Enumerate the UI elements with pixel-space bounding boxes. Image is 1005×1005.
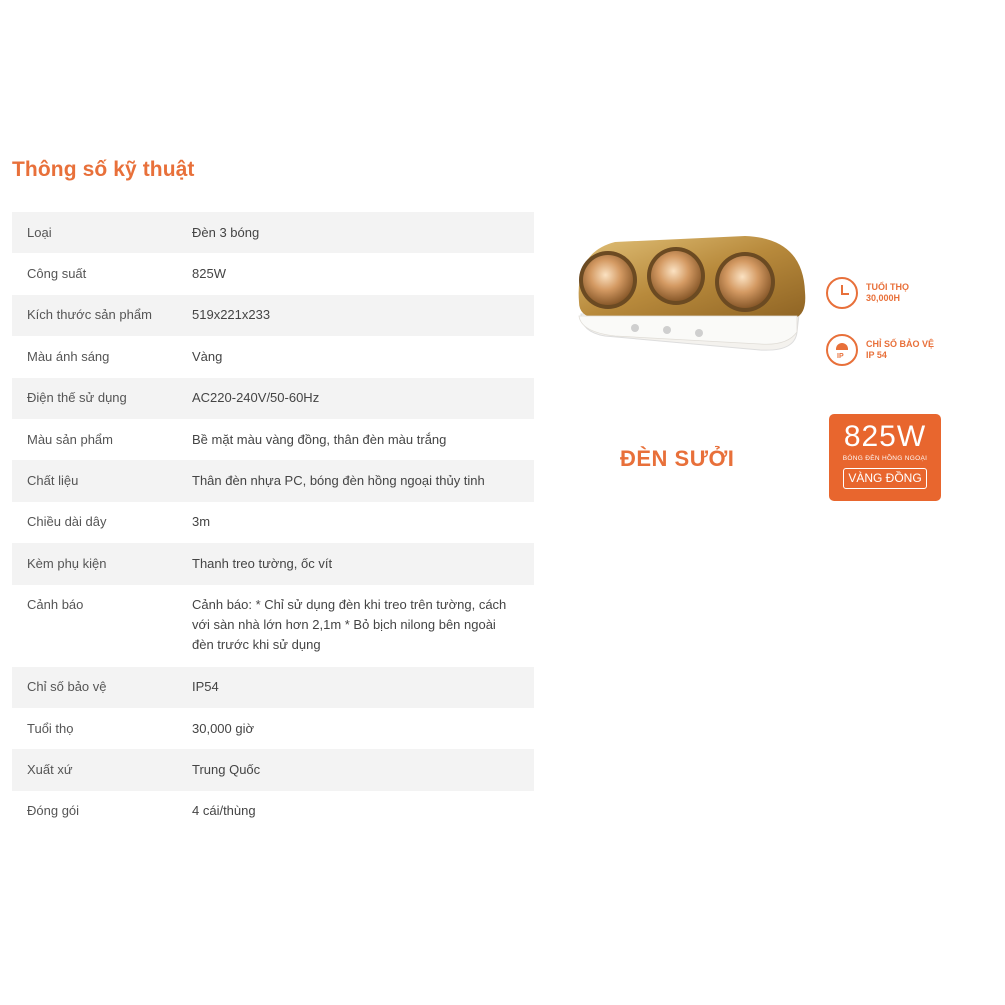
table-row	[12, 212, 534, 253]
spec-label: Màu sản phẩm	[27, 431, 113, 447]
table-row	[12, 502, 534, 543]
spec-value: Đèn 3 bóng	[192, 212, 534, 253]
power-badge	[829, 414, 941, 501]
spec-label: Tuổi thọ	[27, 720, 74, 736]
spec-label: Chỉ số bảo vệ	[12, 667, 192, 708]
table-row	[12, 708, 534, 749]
table-row	[12, 378, 534, 419]
feature-ip-title: CHỈ SỐ BẢO VỆ	[866, 339, 935, 349]
feature-lifetime-title: TUỔI THỌ	[866, 282, 909, 292]
ip-shield-icon: IP	[826, 334, 858, 366]
spec-value: IP54	[192, 667, 534, 708]
spec-table	[12, 212, 534, 832]
spec-value: Vàng	[192, 348, 223, 364]
spec-label: Điện thế sử dụng	[12, 378, 192, 419]
spec-label: Cảnh báo	[27, 596, 84, 612]
spec-value: Trung Quốc	[192, 749, 534, 790]
spec-label: Kèm phụ kiện	[12, 543, 192, 584]
table-row	[12, 543, 534, 584]
power-value: 825W	[843, 420, 927, 453]
feature-ip-value: IP 54	[866, 350, 887, 360]
feature-ip	[826, 334, 934, 366]
table-row	[12, 667, 534, 708]
spec-value: 519x221x233	[192, 295, 534, 336]
spec-value: Thanh treo tường, ốc vít	[192, 543, 534, 584]
spec-label: Kích thước sản phẩm	[12, 295, 192, 336]
spec-value: 4 cái/thùng	[192, 803, 256, 819]
spec-value: 3m	[192, 514, 211, 530]
spec-value: 30,000 giờ	[192, 720, 255, 736]
product-name: ĐÈN SƯỞI	[620, 446, 735, 471]
spec-value: Cảnh báo: * Chỉ sử dụng đèn khi treo trên tường, cách với sàn nhà lớn hơn 2,1m * Bỏ bịch nilong bên ngoài đèn trước khi sử dụng	[192, 596, 507, 652]
spec-label: Xuất xứ	[12, 749, 192, 790]
spec-label: Loại	[12, 212, 192, 253]
table-row	[12, 585, 534, 667]
spec-value: Thân đèn nhựa PC, bóng đèn hồng ngoại thủy tinh	[192, 460, 534, 501]
spec-label: Đóng gói	[27, 803, 80, 819]
spec-label: Màu ánh sáng	[27, 348, 110, 364]
spec-value: AC220-240V/50-60Hz	[192, 378, 534, 419]
clock-icon	[826, 277, 858, 309]
heater-product-image	[575, 232, 810, 372]
color-label: VÀNG ĐỒNG	[843, 468, 927, 489]
spec-label: Công suất	[27, 266, 87, 282]
table-row	[12, 791, 534, 832]
spec-value: Bề mặt màu vàng đồng, thân đèn màu trắng	[192, 431, 447, 447]
table-row	[12, 295, 534, 336]
table-row	[12, 460, 534, 501]
spec-value: 825W	[192, 266, 226, 282]
table-row	[12, 749, 534, 790]
table-row	[12, 419, 534, 460]
spec-label: Chất liệu	[12, 460, 192, 501]
power-subtitle: BÓNG ĐÈN HỒNG NGOẠI	[842, 455, 928, 462]
spec-section-title: Thông số kỹ thuật	[12, 158, 195, 181]
table-row	[12, 253, 534, 294]
spec-label: Chiều dài dây	[27, 514, 107, 530]
feature-lifetime-value: 30,000H	[866, 293, 901, 303]
table-row	[12, 336, 534, 377]
feature-lifetime	[826, 277, 909, 309]
